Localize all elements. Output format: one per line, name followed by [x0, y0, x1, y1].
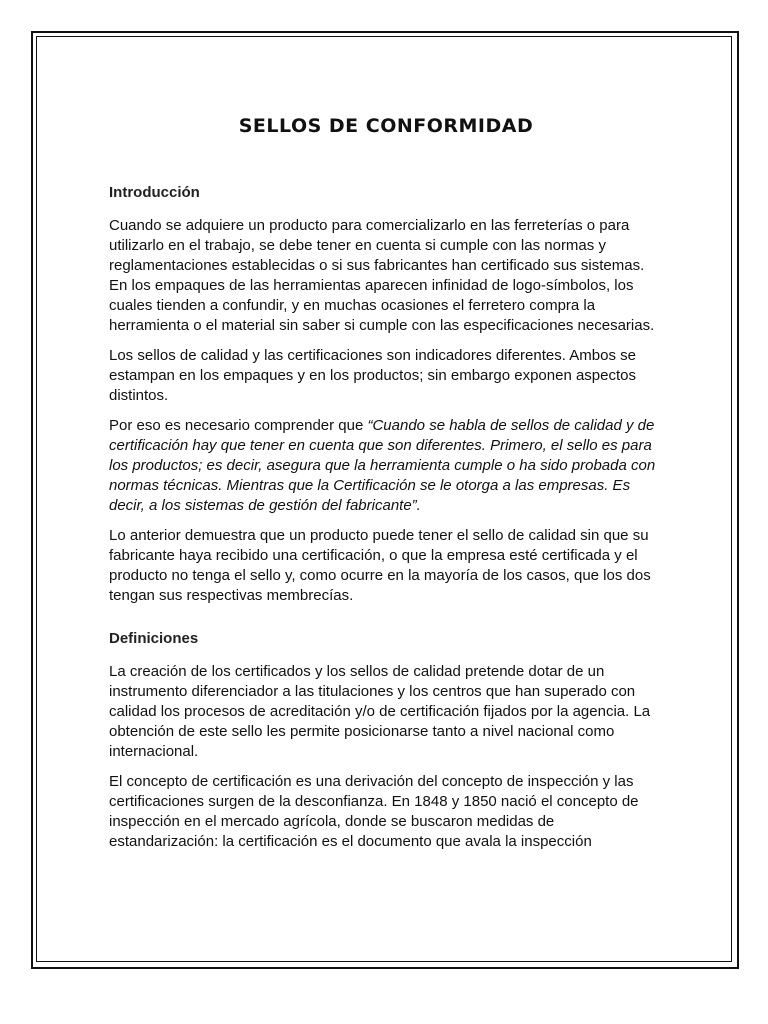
paragraph: Lo anterior demuestra que un producto puede tener el sello de calidad sin que su fabricante haya recibido una certificación, o que la empresa esté certificada y el producto no tenga el sello y, como ocurre en la mayoría de los casos, que los dos tengan sus respectivas membrecías.	[109, 527, 651, 604]
paragraph: Cuando se adquiere un producto para comercializarlo en las ferreterías o para utilizarlo en el trabajo, se debe tener en cuenta si cumple con las normas y reglamentaciones establecidas o si sus fabricantes han certificado sus sistemas. En los empaques de las herramientas aparecen infinidad de logo-símbolos, los cuales tienden a confundir, y en muchas ocasiones el ferretero compra la herramienta o el material sin saber si cumple con las especificaciones necesarias.	[109, 217, 655, 334]
section-definiciones	[109, 630, 659, 852]
section-introduccion	[109, 184, 659, 606]
section-heading-introduccion: Introducción	[109, 184, 200, 201]
quote-paragraph	[109, 416, 659, 516]
quote-lead-text: Por eso es necesario comprender que	[109, 417, 368, 434]
document-title: SELLOS DE CONFORMIDAD	[238, 115, 534, 137]
paragraph: Los sellos de calidad y las certificaciones son indicadores diferentes. Ambos se estampan en los empaques y en los productos; sin embargo exponen aspectos distintos.	[109, 347, 636, 404]
paragraph: La creación de los certificados y los sellos de calidad pretende dotar de un instrumento diferenciador a las titulaciones y los centros que han superado con calidad los procesos de acreditación y/o de certificación fijados por la agencia. La obtención de este sello les permite posicionarse tanto a nivel nacional como internacional.	[109, 663, 651, 760]
section-heading-definiciones: Definiciones	[109, 630, 199, 647]
quoted-text: “Cuando se habla de sellos de calidad y de certificación hay que tener en cuenta que son diferentes. Primero, el sello es para los productos; es decir, asegura que la herramienta cumple o ha sido probada con normas técnicas. Mientras que la Certificación se le otorga a las empresas. Es decir, a los sistemas de gestión del fabricante”.	[109, 417, 656, 514]
paragraph: El concepto de certificación es una derivación del concepto de inspección y las certificaciones surgen de la desconfianza. En 1848 y 1850 nació el concepto de inspección en el mercado agrícola, donde se buscaron medidas de estandarización: la certificación es el documento que avala la inspección	[109, 773, 639, 850]
document-body	[109, 115, 659, 862]
